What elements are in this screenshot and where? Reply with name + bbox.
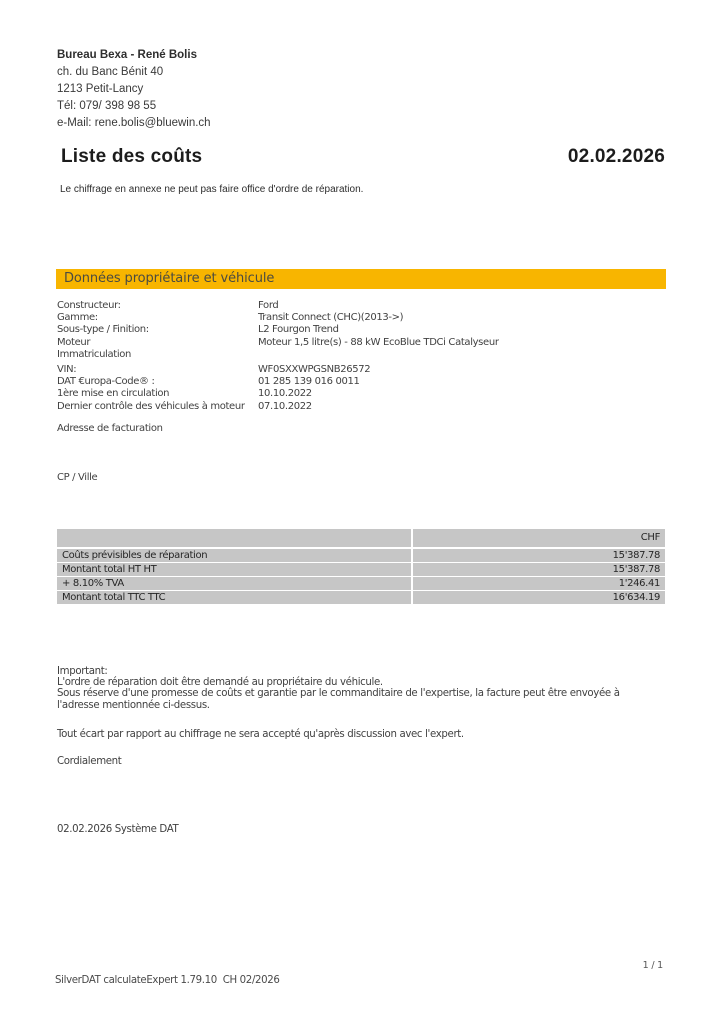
info-label: Constructeur: <box>57 300 121 311</box>
info-row <box>57 300 665 312</box>
sender-phone-line: Tél: 079/ 398 98 55 <box>57 100 157 112</box>
disclaimer-text: Le chiffrage en annexe ne peut pas faire office d'ordre de réparation. <box>60 184 364 195</box>
important-heading: Important: <box>57 666 108 677</box>
costs-header-label-cell <box>57 529 411 547</box>
info-label: DAT €uropa-Code® : <box>57 376 155 388</box>
cost-row <box>57 549 665 562</box>
cost-label: Montant total TTC TTC <box>57 591 411 604</box>
sender-address-line: ch. du Banc Bénit 40 <box>57 66 164 78</box>
costs-table <box>57 529 665 605</box>
info-value: 07.10.2022 <box>258 400 312 412</box>
info-row <box>57 401 665 413</box>
cost-label: Coûts prévisibles de réparation <box>57 549 411 562</box>
billing-address-label: Adresse de facturation <box>57 422 163 434</box>
title-row <box>61 146 665 168</box>
cost-amount: 15'387.78 <box>413 563 665 576</box>
cost-label: + 8.10% TVA <box>57 577 411 590</box>
info-label: Gamme: <box>57 312 98 324</box>
info-row <box>57 376 665 388</box>
info-label: Dernier contrôle des véhicules à moteur <box>57 400 245 412</box>
postal-city-label: CP / Ville <box>57 472 98 484</box>
costs-table-header-row <box>57 529 665 547</box>
owner-vehicle-info <box>57 300 665 484</box>
sender-email-line: e-Mail: rene.bolis@bluewin.ch <box>57 117 211 129</box>
important-line: l'adresse mentionnée ci-dessus. <box>57 699 210 711</box>
section-banner-owner-vehicle <box>56 269 666 289</box>
section-banner-label: Données propriétaire et véhicule <box>64 271 275 286</box>
important-line: Sous réserve d'une promesse de coûts et garantie par le commanditaire de l'expertise, la facture peut être envoyée à <box>57 688 620 700</box>
tolerance-note: Tout écart par rapport au chiffrage ne sera accepté qu'après discussion avec l'expert. <box>57 728 464 740</box>
generated-date: 02.02.2026 Système DAT <box>57 824 179 835</box>
info-value: Transit Connect (CHC)(2013->) <box>258 312 404 324</box>
sender-name: Bureau Bexa - René Bolis <box>57 49 197 61</box>
important-line: L'ordre de réparation doit être demandé au propriétaire du véhicule. <box>57 677 383 689</box>
document-date: 02.02.2026 <box>567 146 665 167</box>
cost-amount: 1'246.41 <box>413 577 665 590</box>
info-row <box>57 364 665 376</box>
important-block <box>57 666 677 767</box>
info-value: Moteur 1,5 litre(s) - 88 kW EcoBlue TDCi Catalyseur <box>258 336 499 348</box>
cost-row <box>57 591 665 604</box>
info-value: 10.10.2022 <box>258 388 312 400</box>
info-value: WF0SXXWPGSNB26572 <box>258 364 371 376</box>
cost-amount: 16'634.19 <box>413 591 665 604</box>
info-value: Ford <box>258 300 279 311</box>
cost-row <box>57 577 665 590</box>
info-label: 1ère mise en circulation <box>57 388 170 400</box>
sender-block <box>57 47 211 132</box>
footer-version: SilverDAT calculateExpert 1.79.10 CH 02/2026 <box>55 975 280 986</box>
cost-amount: 15'387.78 <box>413 549 665 562</box>
cost-row <box>57 563 665 576</box>
cost-label: Montant total HT HT <box>57 563 411 576</box>
info-label: Moteur <box>57 336 91 348</box>
info-value <box>258 349 665 361</box>
sender-address-line: 1213 Petit-Lancy <box>57 83 144 95</box>
info-row <box>57 312 665 324</box>
closing-text: Cordialement <box>57 756 122 768</box>
info-label: VIN: <box>57 364 77 376</box>
info-row <box>57 349 665 361</box>
info-value: L2 Fourgon Trend <box>258 324 339 336</box>
currency-header: CHF <box>413 529 665 547</box>
costs-table-body <box>57 549 665 604</box>
page-title: Liste des coûts <box>61 146 203 167</box>
info-label: Sous-type / Finition: <box>57 324 149 336</box>
info-row <box>57 388 665 400</box>
page-indicator: 1 / 1 <box>642 960 663 971</box>
info-row <box>57 324 665 336</box>
info-value: 01 285 139 016 0011 <box>258 376 360 388</box>
info-label: Immatriculation <box>57 348 132 360</box>
info-row <box>57 337 665 349</box>
